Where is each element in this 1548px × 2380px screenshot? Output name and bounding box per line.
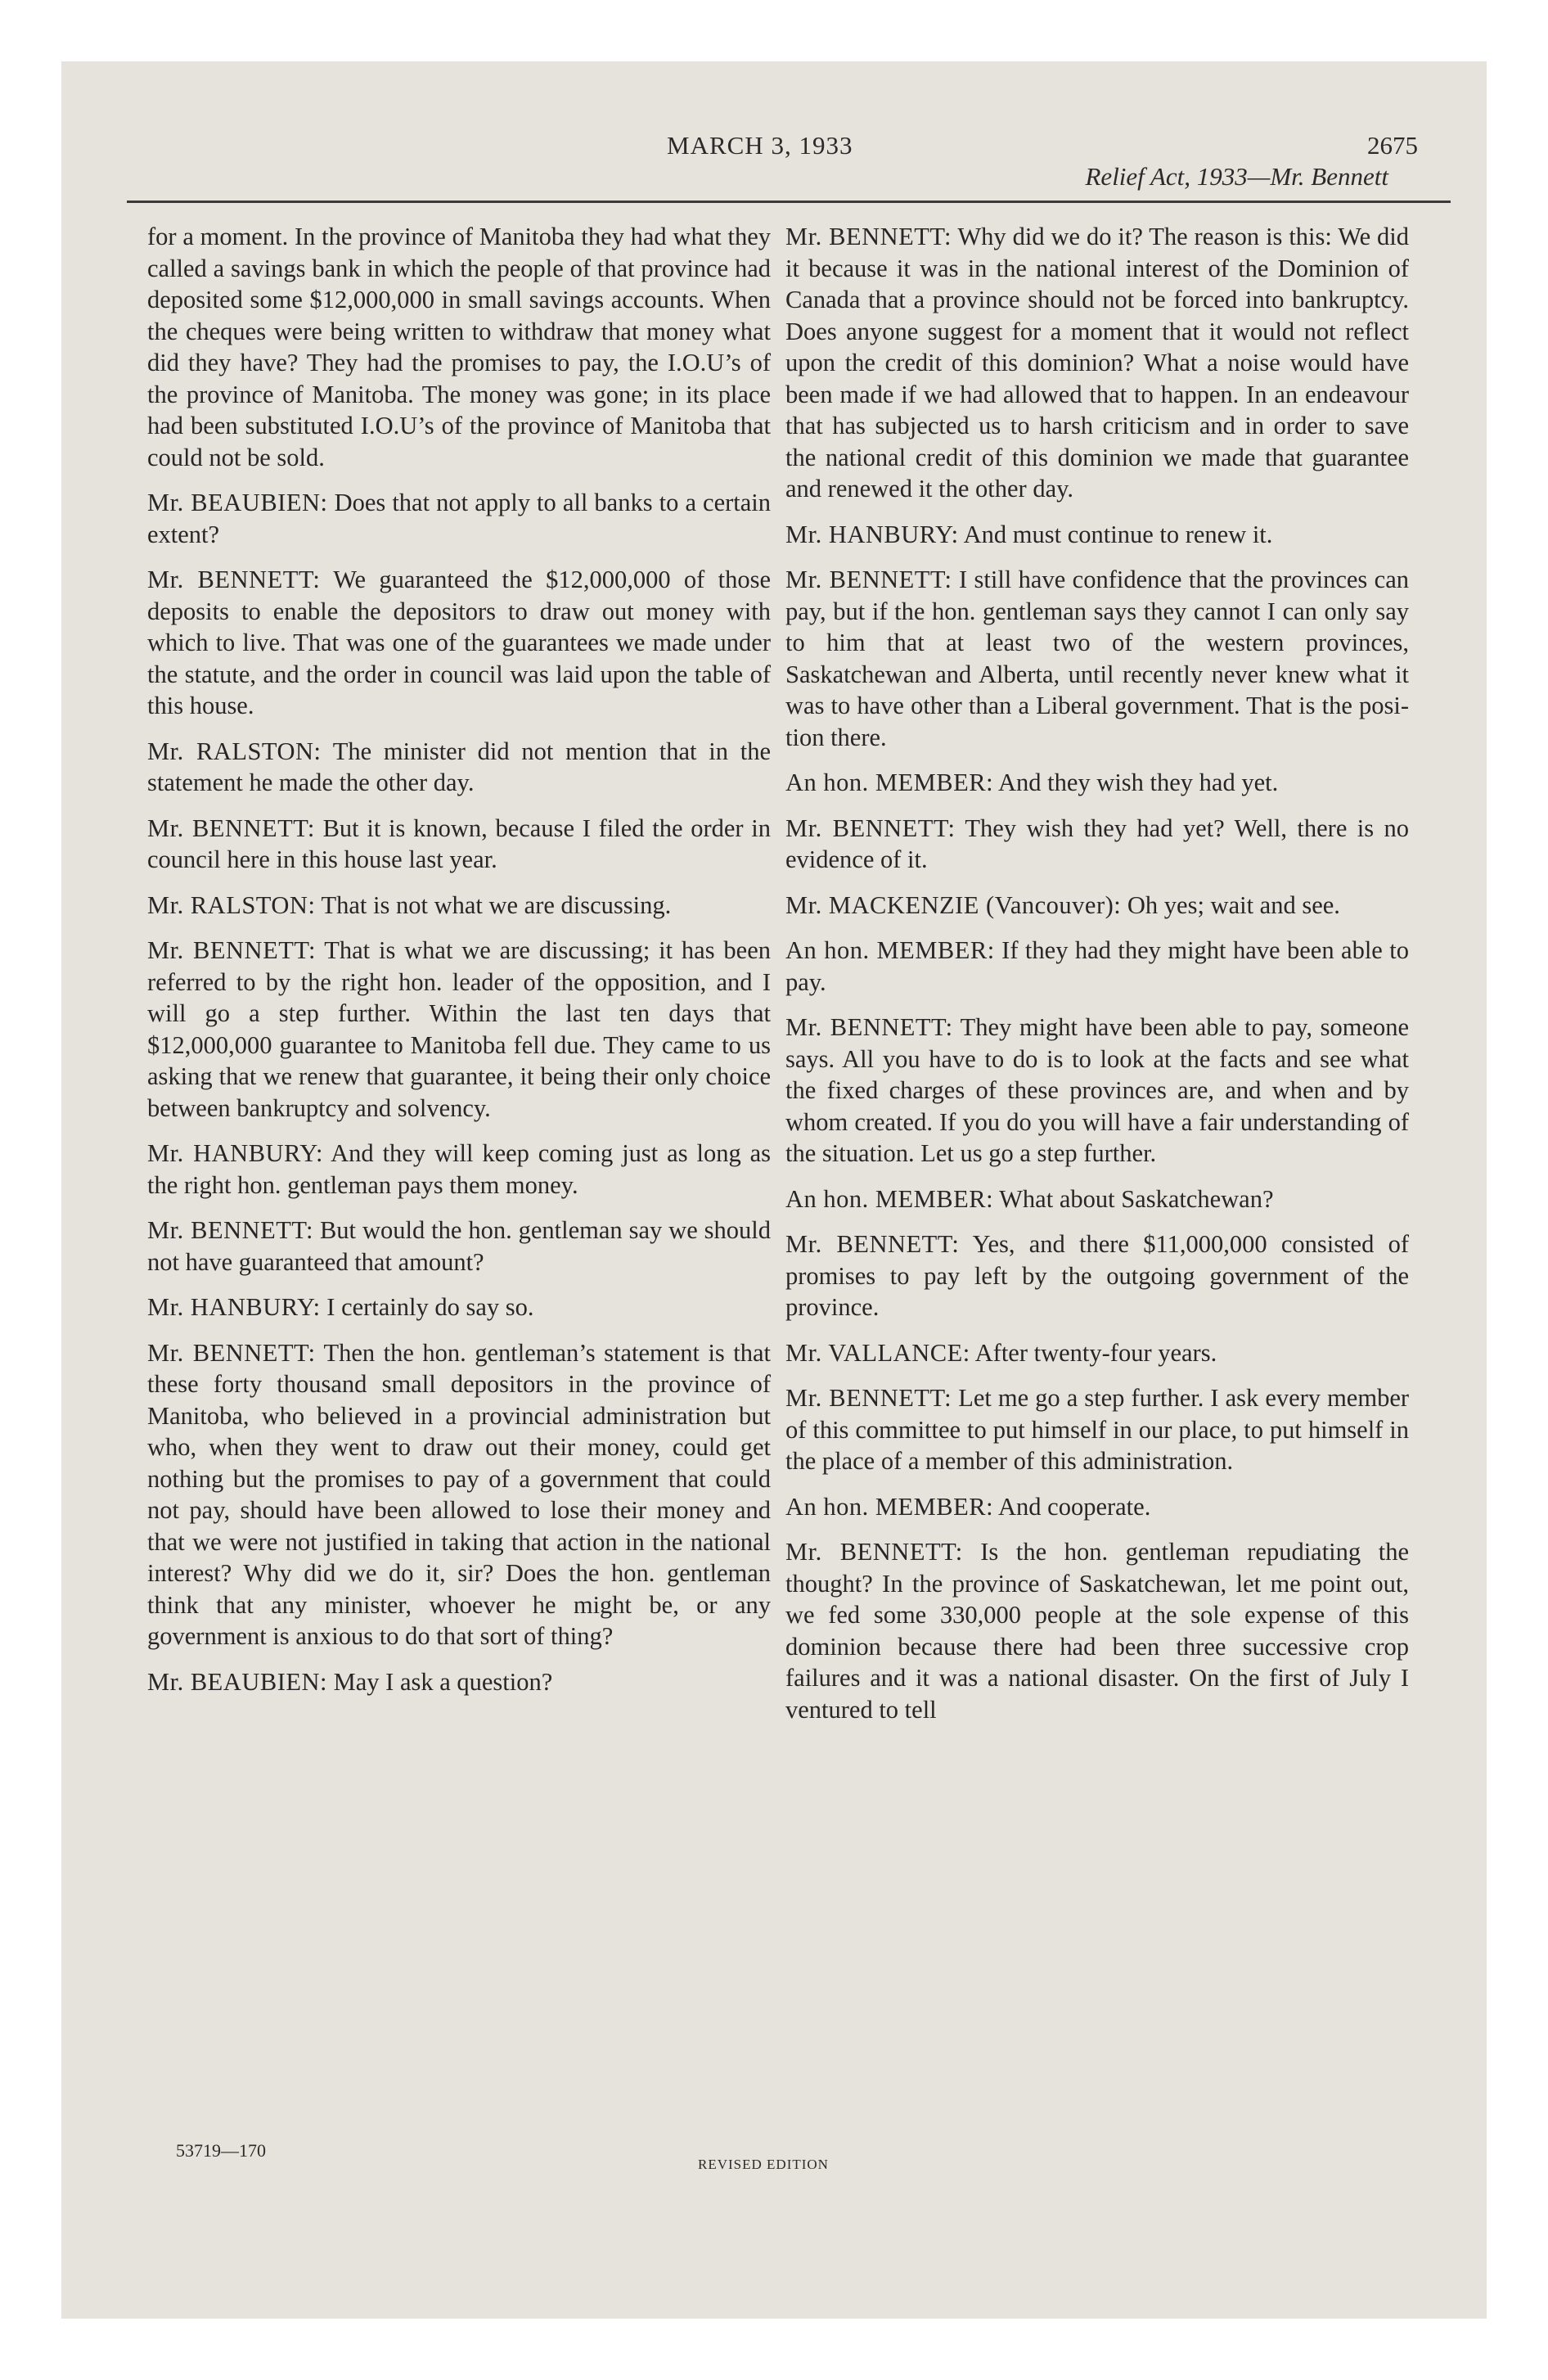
speaker-name: An hon. MEMBER: <box>785 936 995 964</box>
header-date: MARCH 3, 1933 <box>667 131 853 160</box>
paragraph <box>147 1138 771 1201</box>
paragraph-text: But it is known, because I filed the order in council here in this house last year. <box>147 814 772 873</box>
paragraph <box>147 1291 771 1323</box>
paragraph-text: Let me go a step further. I ask every member of this committee to put himself in our place, to put himself in the place of a member of this administration. <box>785 1384 1410 1475</box>
paragraph <box>147 736 771 799</box>
header-subtitle: Relief Act, 1933—Mr. Bennett <box>1085 162 1388 191</box>
paragraph-text: That is not what we are discussing. <box>321 890 672 919</box>
speaker-name: Mr. BENNETT: <box>785 1384 952 1412</box>
paragraph-text: The minister did not mention that in the statement he made the other day. <box>147 737 771 796</box>
speaker-name: An hon. MEMBER: <box>785 1492 994 1521</box>
speaker-name: Mr. VALLANCE: <box>785 1338 970 1367</box>
speaker-name: Mr. BEAUBIEN: <box>147 1667 327 1696</box>
speaker-name: Mr. RALSTON: <box>147 890 316 919</box>
speaker-name: Mr. HANBURY: <box>147 1139 323 1167</box>
paragraph <box>785 221 1409 505</box>
speaker-name: Mr. BENNETT: <box>147 1338 316 1367</box>
paragraph <box>785 890 1409 922</box>
paragraph <box>785 519 1409 551</box>
speaker-name: Mr. MACKENZIE (Vancouver): <box>785 890 1122 919</box>
speaker-name: Mr. RALSTON: <box>147 737 322 765</box>
paragraph <box>147 1337 771 1652</box>
header-rule <box>127 201 1451 203</box>
paragraph-text: for a moment. In the province of Manitoba they had what they called a savings bank in which the people of that province had deposited some $12,000,000 in small savings accounts. When the cheques were being written to withdraw that money what did they have? They had the promises to pay, the I.O.U’s of the province of Manitoba. The money was gone; in its place had been substituted I.O.U’s of the province of Manitoba that could not be sold. <box>147 223 771 471</box>
paragraph <box>785 813 1409 876</box>
paragraph <box>147 221 771 473</box>
speaker-name: Mr. BENNETT: <box>785 1538 963 1566</box>
paragraph-text: Then the hon. gentleman’s statement is that these forty thousand small depositors in the province of Manitoba, who believed in a provincial administration but who, when they went to draw out their money, could get nothing but the promises to pay of a government that could not pay, should have been allowed to lose their money and that we were not justified in taking that action in the national interest? Why did we do it, sir? Does the hon. gentleman think that any minister, whoever he might be, or any government is anxious to do that sort of thing? <box>147 1338 772 1650</box>
paragraph-text: I certainly do say so. <box>326 1293 534 1321</box>
paragraph-text: Yes, and there $11,000,000 consisted of promises to pay left by the outgoing government of the province. <box>785 1230 1409 1321</box>
speaker-name: Mr. HANBURY: <box>785 520 959 548</box>
paragraph <box>147 813 771 876</box>
paragraph-text: If they had they might have been able to pay. <box>785 936 1410 996</box>
speaker-name: Mr. HANBURY: <box>147 1293 321 1321</box>
speaker-name: An hon. MEMBER: <box>785 769 994 796</box>
paragraph <box>147 890 771 922</box>
paragraph <box>785 1012 1409 1170</box>
speaker-name: Mr. BENNETT: <box>147 1216 314 1244</box>
speaker-name: Mr. BENNETT: <box>785 223 952 250</box>
paragraph <box>785 564 1409 753</box>
speaker-name: Mr. BENNETT: <box>785 1013 953 1041</box>
paragraph-text: I still have confidence that the provinces can pay, but if the hon. gentleman says they cannot I can only say to him that at least two of the western provinces, Saskatchewan and Alberta, until recently never knew what it was to have other than a Liberal government. That is the position there. <box>785 566 1410 751</box>
paragraph <box>785 1491 1409 1523</box>
speaker-name: Mr. BEAUBIEN: <box>147 489 328 516</box>
paragraph-text: And they wish they had yet. <box>998 769 1279 796</box>
speaker-name: Mr. BENNETT: <box>785 1230 960 1258</box>
speaker-name: Mr. BENNETT: <box>147 936 316 964</box>
paragraph-text: Why did we do it? The reason is this: We did it because it was in the national interest of the Dominion of Canada that a province should not be forced into bankruptcy. Does anyone suggest for a moment that it would not reflect upon the credit of this dominion? What a noise would have been made if we had allowed that to happen. In an endeavour that has subjected us to harsh criticism and in order to save the national credit of this dominion we made that guarantee and renewed it the other day. <box>785 223 1410 503</box>
footer-code: 53719—170 <box>176 2140 266 2161</box>
paragraph-text: After twenty-four years. <box>974 1338 1217 1367</box>
paragraph-text: But would the hon. gentleman say we should not have guaranteed that amount? <box>147 1216 772 1276</box>
paragraph <box>785 1183 1409 1215</box>
paragraph-text: We guaranteed the $12,000,000 of those deposits to enable the depositors to draw out money with which to live. That was one of the guarantees we made under the statute, and the order in council was laid upon the table of this house. <box>147 566 772 719</box>
paragraph-text: They wish they had yet? Well, there is no evidence of it. <box>785 814 1410 873</box>
speaker-name: Mr. BENNETT: <box>785 566 952 593</box>
paragraph <box>785 1337 1409 1369</box>
paragraph <box>147 1666 771 1698</box>
speaker-name: Mr. BENNETT: <box>147 566 321 593</box>
document-page <box>61 61 1487 2319</box>
footer-edition: REVISED EDITION <box>698 2157 829 2172</box>
speaker-name: Mr. BENNETT: <box>785 814 956 842</box>
paragraph <box>147 564 771 722</box>
paragraph <box>785 1536 1409 1725</box>
paragraph <box>785 935 1409 998</box>
paragraph-text: Does that not apply to all banks to a certain extent? <box>147 489 772 548</box>
paragraph-text: That is what we are discussing; it has been referred to by the right hon. leader of the opposition, and I will go a step further. Within the last ten days that $12,000,000 guarantee to Manitoba fell due. They came to us asking that we renew that guarantee, it being their only choice between bankruptcy and solvency. <box>147 936 771 1122</box>
speaker-name: An hon. MEMBER: <box>785 1184 994 1213</box>
paragraph-text: And must continue to renew it. <box>963 520 1273 548</box>
paragraph-text: They might have been able to pay, someone says. All you have to do is to look at the facts and see what the fixed charges of these provinces are, and when and by whom created. If you do you will have a fair understanding of the situation. Let us go a step further. <box>785 1013 1410 1167</box>
right-column <box>785 221 1409 1739</box>
paragraph <box>147 487 771 550</box>
paragraph-text: Oh yes; wait and see. <box>1127 890 1340 919</box>
paragraph-text: May I ask a question? <box>333 1667 553 1696</box>
paragraph-text: What about Saskatchewan? <box>999 1184 1274 1213</box>
paragraph-text: Is the hon. gentleman repudiating the thought? In the province of Saskatchewan, let me point out, we fed some 330,000 people at the sole expense of this dominion because there had been three successive crop failures and it was a national disaster. On the first of July I ventured to tell <box>785 1538 1409 1724</box>
speaker-name: Mr. BENNETT: <box>147 814 315 842</box>
paragraph <box>147 935 771 1124</box>
paragraph <box>785 1228 1409 1323</box>
page-number: 2675 <box>1367 131 1418 160</box>
paragraph-text: And cooperate. <box>998 1492 1151 1521</box>
paragraph-text: And they will keep coming just as long as the right hon. gentleman pays them money. <box>147 1139 771 1199</box>
left-column <box>147 221 771 1711</box>
paragraph <box>785 767 1409 799</box>
paragraph <box>147 1215 771 1278</box>
paragraph <box>785 1382 1409 1477</box>
